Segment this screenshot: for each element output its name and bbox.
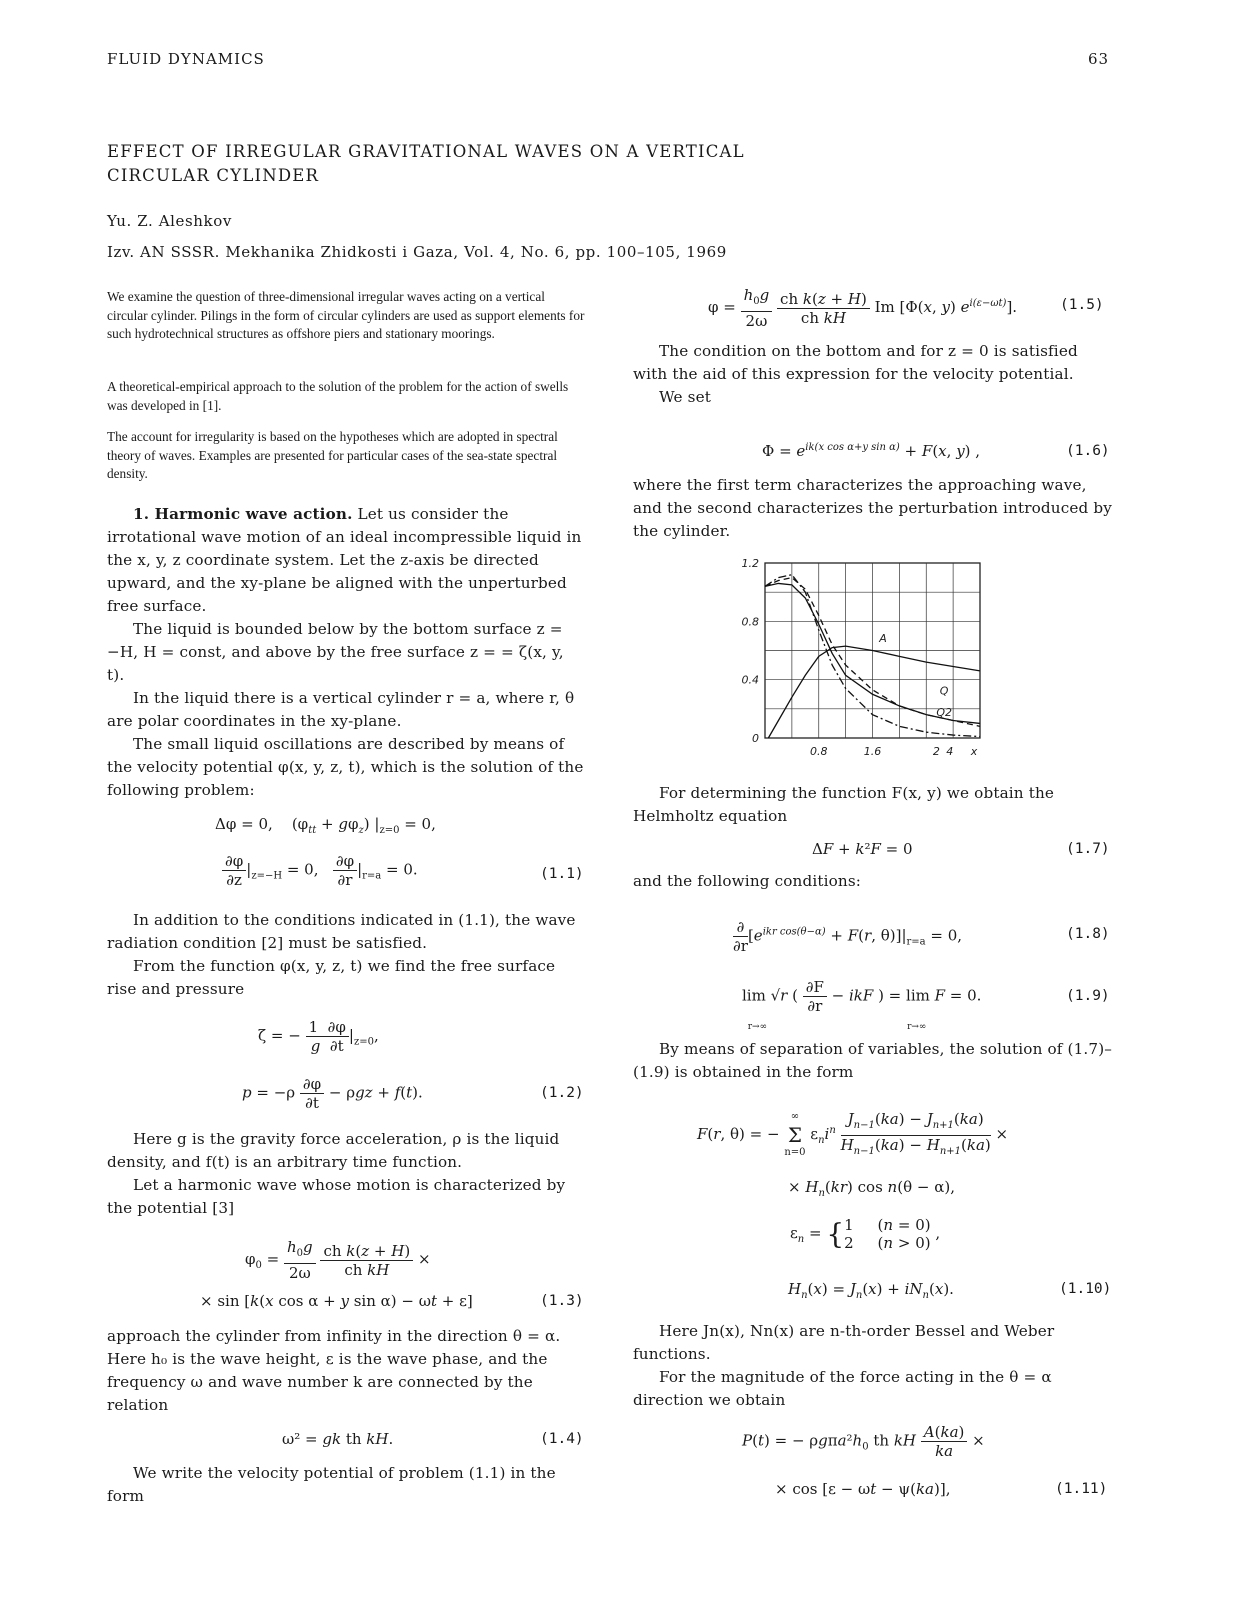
equation-1-11a: P(t) = − $\rho g\pi a^2h_0$ th kH $\frac{A(ka)}{ka}$ ×	[742, 1423, 985, 1460]
paragraph: Here g is the gravity force acceleration, ρ is the liquid density, and f(t) is an arbitrary time function.	[107, 1130, 560, 1171]
paper-title: EFFECT OF IRREGULAR GRAVITATIONAL WAVES ON A VERTICAL CIRCULAR CYLINDER	[107, 142, 745, 185]
chart-labels	[878, 632, 952, 719]
paragraph: The small liquid oscillations are described by means of the velocity potential φ(x, y, z, t), which is the solution of the following problem:	[107, 735, 584, 799]
equation-1-4: ω² = gk th kH.	[282, 1430, 394, 1448]
paragraph: The liquid is bounded below by the bottom surface z = −H, H = const, and above by the free surface z = = ζ(x, y, t).	[107, 620, 564, 684]
equation-number: (1.6)	[1066, 443, 1110, 459]
paragraph: The condition on the bottom and for z = 0 is satisfied with the aid of this expression for the velocity potential.	[633, 342, 1078, 383]
x-tick-label: 0.8	[810, 745, 828, 758]
equation-1-3b: × sin [k(x cos α + y sin α) − ωt + ε]	[200, 1292, 473, 1310]
x-tick-label: 2	[932, 745, 940, 758]
page-number: 63	[1088, 50, 1110, 68]
text-block	[107, 1128, 585, 1220]
paragraph: We write the velocity potential of problem (1.1) in the form	[107, 1464, 556, 1505]
paragraph: where the first term characterizes the approaching wave, and the second characterizes the perturbation introduced by the cylinder.	[633, 476, 1112, 540]
citation: Izv. AN SSSR. Mekhanika Zhidkosti i Gaza, Vol. 4, No. 6, pp. 100–105, 1969	[107, 243, 727, 261]
equation-number: (1.8)	[1066, 926, 1110, 942]
equation-1-1a: Δφ = 0, $(\varphi_{tt} + g\varphi_z) |_{z=0} = 0$,	[215, 815, 436, 836]
equation-1-9: lim √r ( $\frac{\partial F}{\partial r}$ − ikF ) = lim F = 0. r→∞ r→∞	[742, 978, 982, 1032]
x-tick-label: 1.6	[863, 745, 882, 758]
equation-number: (1.7)	[1066, 841, 1110, 857]
paragraph: Let us consider the irrotational wave motion of an ideal incompressible liquid in the x, y, z coordinate system. Let the z-axis be directed upward, and the xy-plane be aligned with the unperturbed free surface.	[107, 505, 582, 615]
equation-1-2a: ζ = − $\frac{1 \partial\varphi}{g \partial t}$ $|_{z=0}$,	[258, 1018, 379, 1055]
equation-1-1b: $\frac{\partial\varphi}{\partial z}$ $|_{z=-H} = 0$, $\frac{\partial\varphi}{\partial r}$ $|_{r=a} = 0$.	[222, 852, 418, 889]
text-block	[633, 340, 1113, 409]
y-tick-label: 0.4	[741, 673, 759, 687]
equation-number: (1.5)	[1060, 297, 1104, 313]
abstract-p1: We examine the question of three-dimensional irregular waves acting on a vertical circular cylinder. Pilings in the form of circular cylinders are used as support elements for such hydrotechnical structures as offshore piers and stationary moorings.	[107, 289, 585, 341]
equation-1-5: φ = $\frac{h_0g}{2\omega}$ $\frac{\text{ch k(z + H)}}{\text{ch kH}}$ Im [Φ(x, y) $e^{i(\varepsilon-\omega t)}$].	[708, 286, 1018, 330]
y-tick-label: 1.2	[741, 557, 759, 570]
series-annotation: Q	[939, 684, 949, 698]
journal-name: FLUID DYNAMICS	[107, 50, 265, 68]
y-tick-label: 0	[752, 732, 759, 745]
equation-1-10b: × $H_n(kr)$ cos n(θ − α),	[788, 1178, 955, 1199]
equation-number: (1.1)	[540, 866, 584, 882]
paragraph: By means of separation of variables, the solution of (1.7)–(1.9) is obtained in the form	[633, 1040, 1113, 1081]
equation-number: (1.10)	[1059, 1281, 1112, 1297]
series-annotation: A	[879, 631, 887, 645]
text-block	[107, 909, 585, 1001]
equation-1-10c: $\varepsilon_n$ = { 1 (n = 0) 2 (n > 0) ,	[790, 1216, 941, 1252]
equation-1-3a: $\varphi_0$ = $\frac{h_0g}{2\omega}$ $\frac{\text{ch k(z + H)}}{\text{ch kH}}$ ×	[245, 1238, 431, 1282]
equation-1-10a: F(r, θ) = − ∞ Σ n=0 $\varepsilon_ni^n$ $\frac{J_{n-1}(ka) - J_{n+1}(ka)}{H_{n-1}(ka) - H_{n+1}(ka)}$ ×	[697, 1109, 1009, 1158]
paragraph: In addition to the conditions indicated in (1.1), the wave radiation condition [2] must be satisfied.	[107, 911, 576, 952]
chart-ticks	[742, 557, 978, 758]
paragraph: Let a harmonic wave whose motion is characterized by the potential [3]	[107, 1176, 566, 1217]
equation-1-11b: × cos [ε − ωt − ψ(ka)],	[775, 1480, 951, 1498]
equation-number: (1.2)	[540, 1085, 584, 1101]
section-1	[107, 503, 585, 802]
authors: Yu. Z. Aleshkov	[107, 212, 232, 230]
paragraph: and the following conditions:	[633, 872, 862, 890]
equation-number: (1.4)	[540, 1431, 584, 1447]
paragraph: approach the cylinder from infinity in the direction θ = α. Here h₀ is the wave height, ε is the wave phase, and the frequency ω and wave number k are connected by the relation	[107, 1327, 561, 1414]
y-tick-label: 0.8	[741, 615, 759, 629]
paragraph: In the liquid there is a vertical cylinder r = a, where r, θ are polar coordinates in the xy-plane.	[107, 689, 575, 730]
abstract-p3: The account for irregularity is based on the hypotheses which are adopted in spectral theory of waves. Examples are presented for particular cases of the sea-state spectral density.	[107, 429, 558, 481]
x-axis-label: x	[970, 745, 978, 758]
equation-number: (1.11)	[1055, 1481, 1108, 1497]
paragraph: For the magnitude of the force acting in the θ = α direction we obtain	[633, 1368, 1052, 1409]
series-annotation: Q2	[936, 706, 952, 720]
equation-1-10d: $H_n(x) = J_n(x) + iN_n(x)$.	[788, 1280, 954, 1301]
paragraph: From the function φ(x, y, z, t) we find the free surface rise and pressure	[107, 957, 556, 998]
paragraph: Here Jn(x), Nn(x) are n-th-order Bessel and Weber functions.	[633, 1322, 1055, 1363]
paragraph: For determining the function F(x, y) we obtain the Helmholtz equation	[633, 784, 1055, 825]
abstract-p2: A theoretical-empirical approach to the solution of the problem for the action of swells was developed in [1].	[107, 379, 569, 413]
equation-number: (1.9)	[1066, 988, 1110, 1004]
equation-1-8: $\frac{\partial}{\partial r}$ [$e^{ikr cos(\theta-\alpha)} + F(r$, $\theta)]|_{r=a} = 0$,	[733, 918, 963, 955]
equation-1-7: ΔF + k²F = 0	[812, 840, 913, 858]
section-heading: 1. Harmonic wave action.	[133, 505, 353, 523]
equation-1-2b: p = −ρ $\frac{\partial\varphi}{\partial t}$ − ρgz + f(t).	[242, 1075, 423, 1112]
text-block	[633, 1320, 1113, 1412]
x-tick-label: 4	[946, 745, 954, 758]
equation-1-6: $\Phi = e^{ik(x cos \alpha+y sin \alpha)} + F(x$, y) ,	[762, 442, 981, 460]
equation-number: (1.3)	[540, 1293, 584, 1309]
wave-force-chart	[730, 555, 1000, 775]
paragraph: We set	[659, 388, 711, 406]
